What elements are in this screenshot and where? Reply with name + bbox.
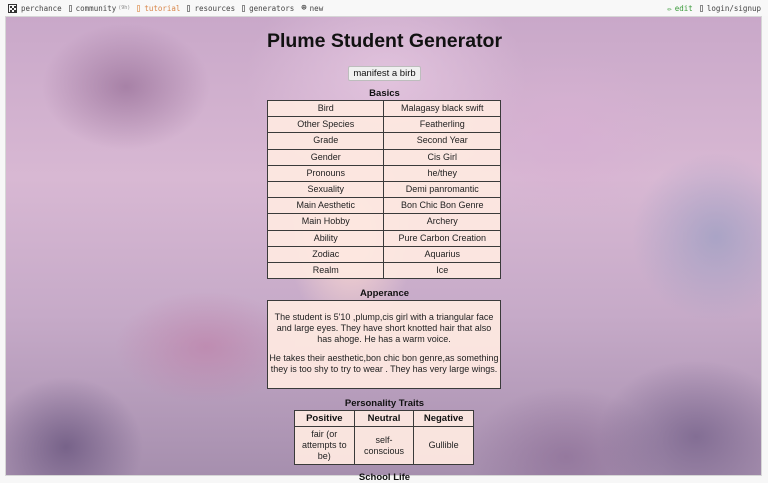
nav-generators-label: generators [249, 3, 295, 13]
row-label: Bird [268, 101, 384, 117]
personality-heading: Personality Traits [344, 398, 425, 409]
nav-tutorial[interactable] [137, 4, 180, 13]
nav-new[interactable] [301, 3, 323, 13]
row-value: Featherling [384, 117, 501, 133]
basics-table [267, 100, 501, 279]
row-value: Malagasy black swift [384, 101, 501, 117]
col-negative: Negative [414, 411, 474, 427]
table-row [295, 427, 474, 465]
dice-icon [8, 4, 17, 13]
nav-login[interactable] [700, 4, 761, 13]
table-row [268, 165, 501, 181]
appearance-heading: Apperance [359, 288, 410, 299]
nav-perchance-label: perchance [21, 3, 62, 13]
table-row [268, 181, 501, 197]
page-title: Plume Student Generator [266, 30, 503, 52]
nav-tutorial-label: tutorial [144, 3, 181, 13]
pencil-icon: ✏ [667, 3, 672, 13]
row-label: Sexuality [268, 181, 384, 197]
school-life-heading: School Life [358, 472, 411, 483]
personality-table [294, 410, 474, 465]
row-label: Gender [268, 149, 384, 165]
nav-login-label: login/signup [706, 3, 761, 13]
nav-community[interactable] [69, 4, 131, 13]
row-value: Second Year [384, 133, 501, 149]
row-value: Demi panromantic [384, 181, 501, 197]
table-row [268, 198, 501, 214]
manifest-button[interactable]: manifest a birb [348, 66, 421, 81]
row-value: Bon Chic Bon Genre [384, 198, 501, 214]
nav-resources-label: resources [194, 3, 236, 13]
row-label: Ability [268, 230, 384, 246]
table-row [268, 214, 501, 230]
nav-perchance[interactable] [8, 4, 62, 13]
row-value: Ice [384, 262, 501, 278]
generators-icon [242, 5, 245, 12]
row-label: Main Aesthetic [268, 198, 384, 214]
row-label: Other Species [268, 117, 384, 133]
community-badge: (9h) [118, 5, 131, 11]
row-value: Archery [384, 214, 501, 230]
table-row [268, 246, 501, 262]
row-label: Realm [268, 262, 384, 278]
table-row [268, 117, 501, 133]
row-value: Pure Carbon Creation [384, 230, 501, 246]
row-value: Cis Girl [384, 149, 501, 165]
row-label: Grade [268, 133, 384, 149]
nav-community-label: community [75, 3, 117, 13]
top-nav-bar [0, 0, 768, 16]
nav-generators[interactable] [242, 4, 294, 13]
table-row [268, 133, 501, 149]
row-value: Aquarius [384, 246, 501, 262]
appearance-paragraph: He takes their aesthetic,bon chic bon genre,as something they is too shy to try to wear . They has very large wings. [269, 353, 499, 374]
table-row [268, 262, 501, 278]
positive-trait: fair (or attempts to be) [295, 427, 355, 465]
table-row [268, 230, 501, 246]
col-neutral: Neutral [354, 411, 414, 427]
row-label: Main Hobby [268, 214, 384, 230]
community-icon [69, 5, 72, 12]
table-row [268, 101, 501, 117]
row-label: Pronouns [268, 165, 384, 181]
tutorial-icon [137, 5, 140, 12]
plus-circle-icon: ⊕ [301, 3, 307, 13]
basics-heading: Basics [369, 88, 400, 99]
negative-trait: Gullible [414, 427, 474, 465]
nav-edit[interactable] [667, 4, 693, 13]
nav-new-label: new [309, 3, 324, 13]
generator-frame [5, 16, 762, 483]
table-row [268, 149, 501, 165]
appearance-description [267, 300, 501, 389]
col-positive: Positive [295, 411, 355, 427]
row-value: he/they [384, 165, 501, 181]
row-label: Zodiac [268, 246, 384, 262]
nav-edit-label: edit [674, 3, 693, 13]
user-icon [700, 5, 703, 12]
table-header-row [295, 411, 474, 427]
appearance-paragraph: The student is 5'10 ,plump,cis girl with a triangular face and large eyes. They have short knotted hair that also has ahoge. He has a warm voice. [274, 312, 494, 344]
nav-resources[interactable] [187, 4, 235, 13]
resources-icon [187, 5, 190, 12]
neutral-trait: self-conscious [354, 427, 414, 465]
